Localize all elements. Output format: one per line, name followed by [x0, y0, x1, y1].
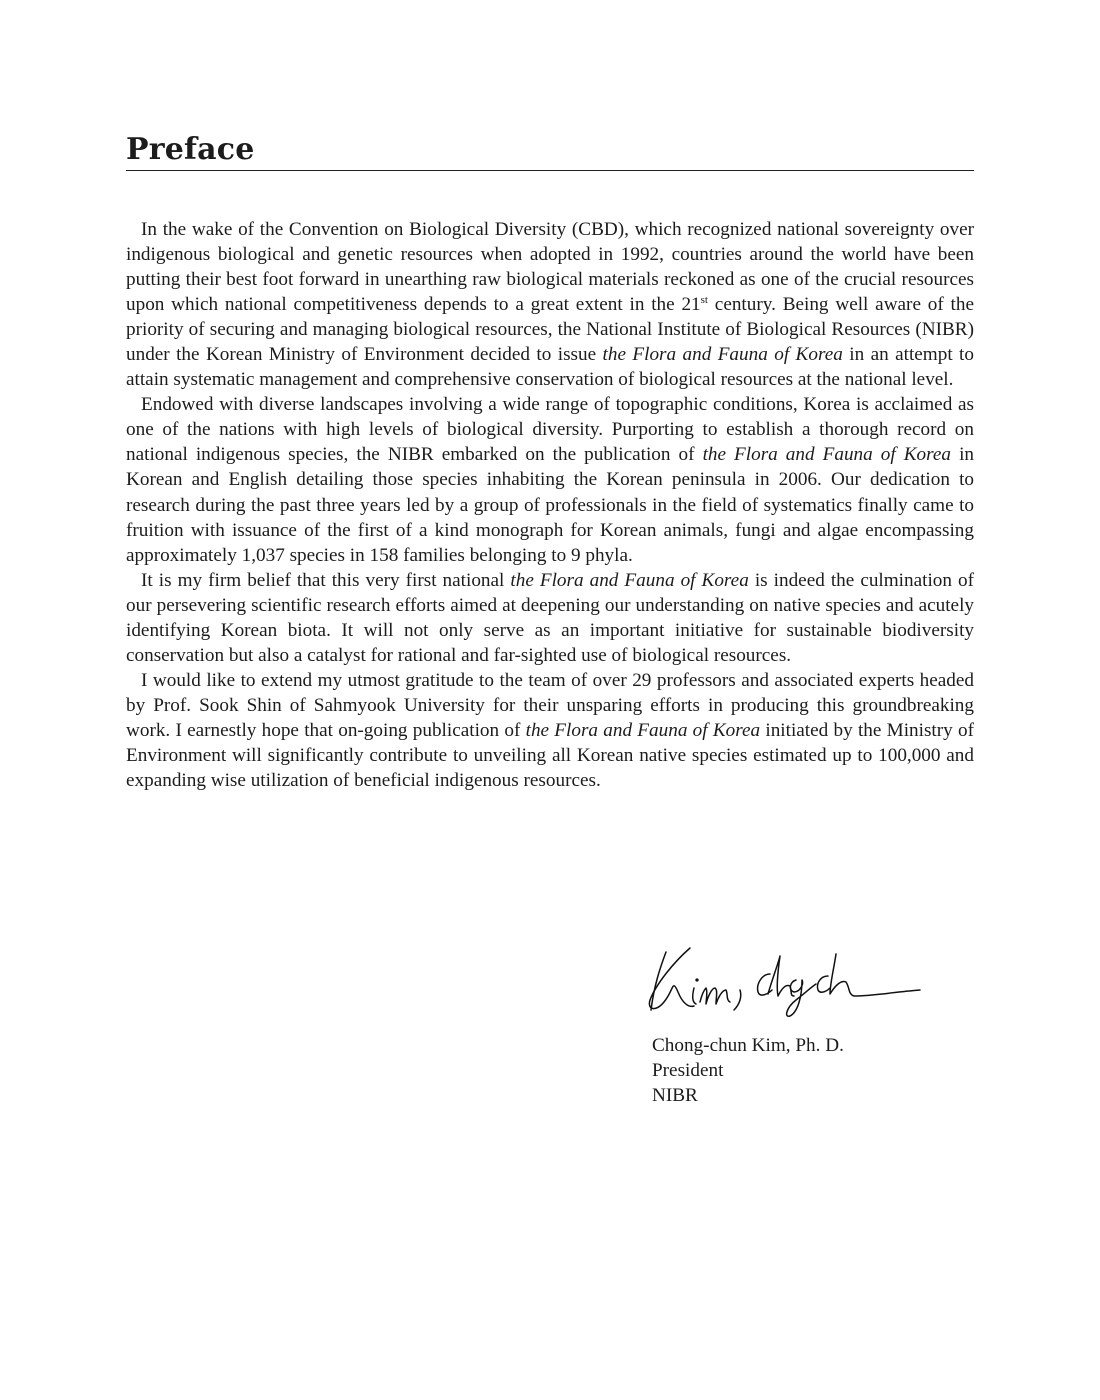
text-run: in Korean and English detailing those species inhabiting the Korean peninsula in 2006. Our dedication to research during the past three years led by a group of professionals in the field of systematics finally came to fruition with issuance of the first of a kind monograph for Korean animals, fungi and algae encompassing approximately 1,037 species in 158 families belonging to 9 phyla.	[126, 444, 974, 566]
italic-title: the Flora and Fauna of Korea	[702, 444, 952, 466]
signer-name: Chong-chun Kim, Ph. D.	[652, 1035, 844, 1056]
text-run: in an attempt to attain systematic management and comprehensive conservation of biological resources at the national level.	[126, 344, 974, 391]
italic-title: the Flora and Fauna of Korea	[510, 569, 749, 591]
text-run: initiated by the Ministry of Environment will significantly contribute to unveiling all Korean native species estimated up to 100,000 and expanding wise utilization of beneficial indigenous resources.	[126, 719, 974, 792]
italic-title: the Flora and Fauna of Korea	[525, 719, 761, 741]
signer-position: President	[652, 1060, 724, 1081]
text-run: century. Being well aware of the priority of securing and managing biological resources, the National Institute of Biological Resources (NIBR) under the Korean Ministry of Environment decided to issue	[126, 294, 975, 366]
text-run: is indeed the culmination of our persevering scientific research efforts aimed at deepening our understanding on native species and acutely identifying Korean biota. It will not only serve as an important initiative for sustainable biodiversity conservation but also a catalyst for rational and far-sighted use of biological resources.	[126, 569, 974, 666]
text-run: It is my firm belief that this very first national	[141, 569, 511, 591]
title-divider	[126, 170, 974, 171]
preface-body	[126, 217, 974, 793]
text-run: In the wake of the Convention on Biological Diversity (CBD), which recognized national sovereignty over indigenous biological and genetic resources when adopted in 1992, countries around the world have been putting their best foot forward in unearthing raw biological materials reckoned as one of the crucial resources upon which national competitiveness depends to a great extent in the 21	[126, 219, 974, 316]
italic-title: the Flora and Fauna of Korea	[602, 344, 843, 366]
text-run: Endowed with diverse landscapes involving a wide range of topographic conditions, Korea is acclaimed as one of the nations with high levels of biological diversity. Purporting to establish a thorough record on national indigenous species, the NIBR embarked on the publication of	[126, 394, 974, 466]
paragraph-1	[126, 217, 974, 392]
page-title: Preface	[126, 132, 255, 167]
paragraph-2	[126, 392, 974, 567]
ordinal-suffix: st	[700, 294, 708, 307]
text-run: I would like to extend my utmost gratitude to the team of over 29 professors and associated experts headed by Prof. Sook Shin of Sahmyook University for their unsparing efforts in producing this groundbreaking work. I earnestly hope that on-going publication of	[126, 669, 974, 741]
signature-block	[652, 1033, 844, 1108]
signer-organization: NIBR	[652, 1085, 698, 1106]
paragraph-3	[126, 568, 974, 668]
handwritten-signature	[644, 940, 924, 1020]
paragraph-4	[126, 668, 974, 793]
